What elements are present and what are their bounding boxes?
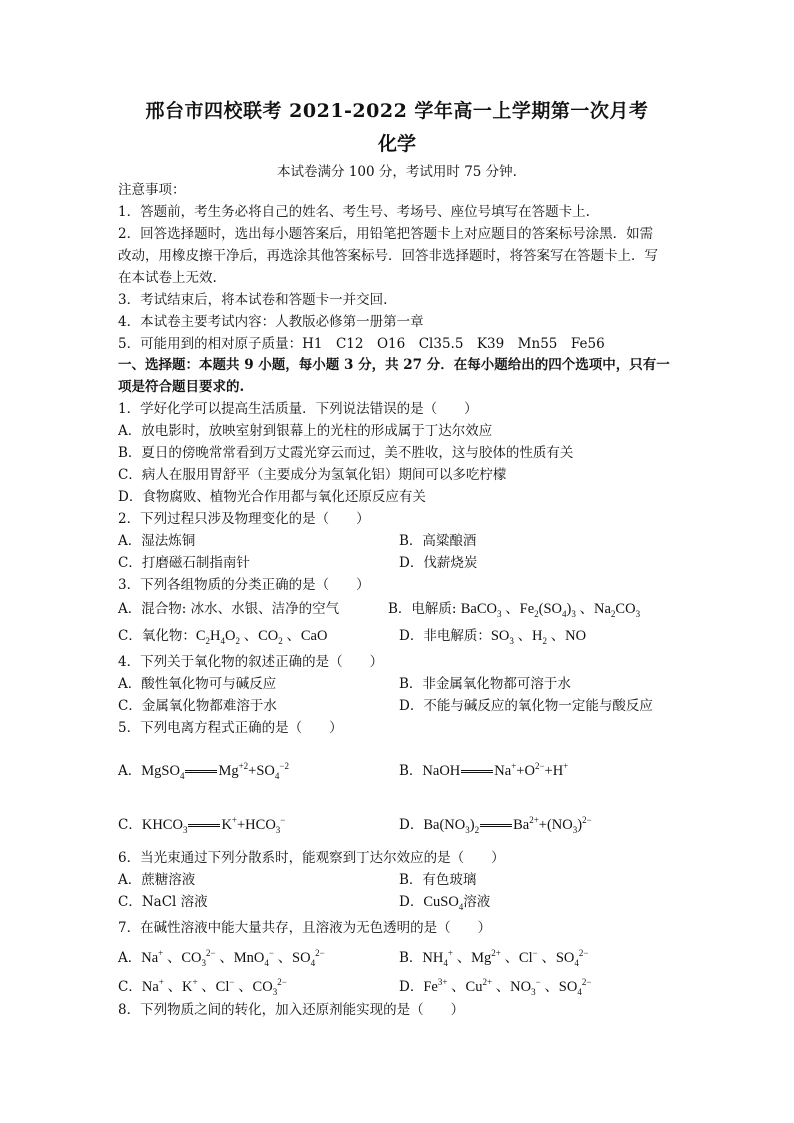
q3-option-b-label: B．电解质: [388, 601, 461, 617]
q2-stem: 2．下列过程只涉及物理变化的是（ ） [118, 511, 370, 527]
q7-option-d-formula: $Fe^{3+}$ 、$Cu^{2+}$ 、$NO_3^-$ 、$SO_4^{2-}$ [423, 977, 592, 997]
q6-option-d-text: 溶液 [463, 894, 491, 910]
q5-option-b-label: B． [399, 762, 423, 779]
q6-option-a: A．蔗糖溶液 [118, 872, 196, 888]
q6-option-c-label: C． [118, 894, 142, 910]
q1-option-a: A．放电影时，放映室射到银幕上的光柱的形成属于丁达尔效应 [118, 423, 493, 439]
q3-option-b-formula: BaCO$_3$ 、$Fe_2(SO_4)_3$ 、$Na_2CO_3$ [460, 601, 641, 619]
q5-option-a-label: A． [118, 762, 142, 779]
q7-option-c [118, 972, 287, 1002]
q3-option-c-formula: $C_2H_4O_2$ 、$CO_2$ 、CaO [195, 628, 328, 646]
q6-option-c-text: NaCl 溶液 [141, 894, 208, 910]
q7-option-b-label: B． [399, 949, 423, 966]
q5-option-b [399, 756, 568, 781]
q2-option-b: B．高粱酿酒 [399, 533, 477, 549]
note-3: 3．考试结束后，将本试卷和答题卡一并交回. [118, 292, 388, 308]
note-1: 1．答题前，考生务必将自己的姓名、考生号、考场号、座位号填写在答题卡上. [118, 204, 590, 220]
q5-option-d [399, 810, 592, 840]
q2-option-c: C．打磨磁石制指南针 [118, 555, 250, 571]
note-4: 4．本试卷主要考试内容：人教版必修第一册第一章 [118, 314, 424, 330]
q3-option-d-formula: $SO_3$ 、$H_2$ 、NO [490, 628, 587, 646]
note-2c: 在本试卷上无效. [118, 270, 217, 286]
q7-option-a-formula: Na+ 、$CO_3^{2-}$ 、MnO$_4$− 、$SO_4^{2-}$ [141, 948, 325, 968]
q3-option-c-label: C．氧化物： [118, 628, 196, 644]
q6-option-b: B．有色玻璃 [399, 872, 477, 888]
q4-stem: 4．下列关于氧化物的叙述正确的是（ ） [118, 654, 384, 670]
q5-option-d-formula: $Ba(NO_3)_2$ $Ba^{2+}+(NO_3)^{2-}$ [423, 815, 592, 835]
q4-option-b: B．非金属氧化物都可溶于水 [399, 676, 571, 692]
q6-stem: 6．当光束通过下列分散系时，能观察到丁达尔效应的是（ ） [118, 850, 505, 866]
exam-title: 邢台市四校联考 2021-2022 学年高一上学期第一次月考 [145, 100, 649, 122]
q7-stem: 7．在碱性溶液中能大量共存，且溶液为无色透明的是（ ） [118, 920, 492, 936]
notes-heading: 注意事项： [118, 182, 186, 198]
q3-option-b [388, 599, 640, 624]
section-heading-a: 一、选择题：本题共 9 小题，每小题 3 分，共 27 分．在每小题给出的四个选项中，只有一 [118, 357, 670, 373]
q7-option-b [399, 943, 588, 973]
q1-option-b: B．夏日的傍晚常常看到万丈霞光穿云而过，美不胜收，这与胶体的性质有关 [118, 445, 574, 461]
q7-option-c-label: C． [118, 978, 142, 995]
q1-stem: 1．学好化学可以提高生活质量．下列说法错误的是（ ） [118, 401, 478, 417]
note-2b: 改动，用橡皮擦干净后，再选涂其他答案标号．回答非选择题时，将答案写在答题卡上．写 [118, 248, 658, 264]
exam-meta: 本试卷满分 100 分，考试用时 75 分钟. [277, 164, 517, 180]
q6-option-d [399, 892, 490, 917]
q4-option-c: C．金属氧化物都难溶于水 [118, 698, 277, 714]
q3-option-d [399, 626, 586, 651]
q3-option-a: A．混合物: 冰水、水银、洁净的空气 [118, 601, 340, 617]
q5-option-b-formula: NaOH $Na^++O^{2-}+H^+$ [422, 761, 569, 779]
q5-option-a-formula: MgSO$_4$ $Mg^{+2}+SO_4^{-2}$ [141, 761, 289, 781]
q2-option-a: A．湿法炼铜 [118, 533, 196, 549]
q3-option-d-label: D．非电解质： [399, 628, 491, 644]
q4-option-a: A．酸性氧化物可与碱反应 [118, 676, 277, 692]
q3-stem: 3．下列各组物质的分类正确的是（ ） [118, 577, 370, 593]
q7-option-d-label: D． [399, 978, 424, 995]
q1-option-d: D．食物腐败、植物光合作用都与氧化还原反应有关 [118, 489, 426, 505]
exam-subject: 化学 [377, 133, 416, 155]
q3-option-c [118, 626, 327, 651]
q7-option-b-formula: $NH_4^+$ 、$Mg^{2+}$ 、Cl− 、$SO_4^{2-}$ [422, 948, 589, 968]
q2-option-d: D．伐薪烧炭 [399, 555, 478, 571]
q6-option-d-label: D． [399, 894, 424, 910]
q5-option-d-label: D． [399, 816, 424, 833]
q7-option-d [399, 972, 591, 1002]
q7-option-a [118, 943, 325, 973]
q7-option-a-label: A． [118, 949, 142, 966]
q7-option-c-formula: Na+ 、K+ 、Cl− 、$CO_3^{2-}$ [141, 977, 287, 997]
q5-option-a [118, 756, 289, 786]
section-heading-b: 项是符合题目要求的. [118, 379, 245, 395]
q5-option-c [118, 810, 285, 840]
q8-stem: 8．下列物质之间的转化，加入还原剂能实现的是（ ） [118, 1002, 465, 1018]
q5-option-c-label: C． [118, 816, 142, 833]
q1-option-c: C．病人在服用胃舒平（主要成分为氢氧化铝）期间可以多吃柠檬 [118, 467, 507, 483]
note-5: 5．可能用到的相对原子质量：H1 C12 O16 Cl35.5 K39 Mn55 Fe56 [118, 336, 605, 352]
note-2a: 2．回答选择题时，选出每小题答案后，用铅笔把答题卡上对应题目的答案标号涂黑．如需 [118, 226, 654, 242]
q4-option-d: D．不能与碱反应的氧化物一定能与酸反应 [399, 698, 653, 714]
q5-option-c-formula: $KHCO_3$ $K^++HCO_3^-$ [141, 815, 286, 835]
q5-stem: 5．下列电离方程式正确的是（ ） [118, 720, 343, 736]
q6-option-d-formula: CuSO$_4$ [423, 894, 464, 912]
q6-option-c [118, 892, 208, 912]
